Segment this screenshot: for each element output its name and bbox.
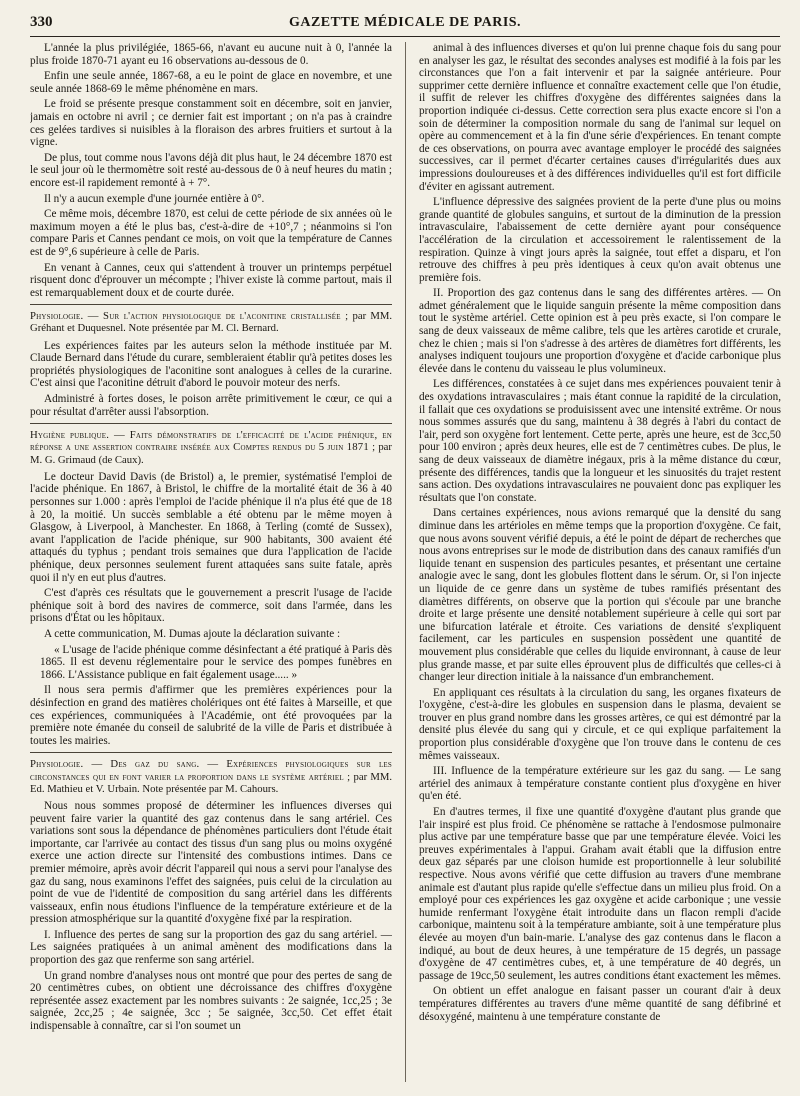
communication-title: Physiologie. — Sur l'action physiologique de l'aconitine cristallisée ; bbox=[30, 310, 349, 323]
paragraph: Il n'y a aucun exemple d'une journée entière à 0°. bbox=[44, 192, 265, 205]
column-divider bbox=[405, 42, 406, 1082]
paragraph: Le docteur David Davis (de Bristol) a, le premier, systématisé l'emploi de l'acide phénique. En 1867, à Bristol, le chiffre de la mortalité était de 36 à 40 personnes sur 1.000 : après l'emploi de l'acide phénique il n'a plus été que de 18 à 20, la moitié. Un succès semblable a été obtenu par le même moyen à Glasgow, à Liverpool, à Manchester. En 1868, à Terling (comté de Sussex), avant l'application de l'acide phénique, sur 900 habitants, 300 avaient été attaqués du typhus ; pendant trois semaines que dura l'application de l'acide phénique, deux personnes seulement furent attaquées sans suite fatale, après quoi il n'y en eut plus d'autres. bbox=[30, 470, 392, 584]
paragraph: Les expériences faites par les auteurs selon la méthode instituée par M. Claude Bernard dans l'étude du curare, sembleraient établir qu'à petites doses les propriétés physiologiques de l'aconitine sont analogues à celles de la curarine. C'est ainsi que l'aconitine détruit d'abord le pouvoir moteur des nerfs. bbox=[30, 339, 392, 390]
paragraph: animal à des influences diverses et qu'on lui prenne chaque fois du sang pour en analyser les gaz, le résultat des secondes analyses est modifié à la fois par les circonstances que l'on a fait intervenir et par la saignée antérieure. Pour supprimer cette dernière influence et connaître exactement celle que l'on étudie, il suffit de relever les chiffres d'oxygène des différentes saignées dans la proportion indiquée ci-dessus. Cette correction sera plus exacte encore si l'on a soin de déterminer la composition normale du sang de l'animal sur lequel on opère au commencement et à la fin d'une série d'expériences. En tenant compte de ces observations, on pourra avec avantage employer le procédé des saignées successives, car il permet d'écarter certaines causes d'irrégularités dues aux impressions douloureuses et à des différences individuelles qu'il est fort difficile d'éviter en agissant autrement. bbox=[419, 42, 781, 193]
left-column bbox=[30, 42, 392, 1092]
paragraph: L'influence dépressive des saignées provient de la perte d'une plus ou moins grande quantité de globules sanguins, et surtout de la diminution de la pression intravasculaire, l'abaissement de cette dernière ayant pour conséquence l'accélération de la circulation et accessoirement le ralentissement de la respiration. Quinze à vingt jours après la saignée, tout effet a disparu, et l'on retrouve des chiffres à peu près identiques à ceux qu'on avait obtenus une première fois. bbox=[419, 196, 781, 284]
communication-authors: par MM. Ed. Mathieu et V. Urbain. Note présentée par M. Cahours. bbox=[30, 770, 392, 795]
page-number: 330 bbox=[30, 14, 53, 30]
paragraph: L'année la plus privilégiée, 1865-66, n'avant eu aucune nuit à 0, l'année la plus froide 1870-71 ayant eu 16 observations au-dessous de 0. bbox=[30, 42, 392, 67]
paragraph: A cette communication, M. Dumas ajoute la déclaration suivante : bbox=[44, 627, 341, 640]
section-separator bbox=[30, 752, 392, 753]
right-column bbox=[419, 42, 781, 1092]
paragraph: Nous nous sommes proposé de déterminer les influences diverses qui peuvent faire varier la quantité des gaz contenus dans le sang artériel. Ces variations sont sous la dépendance de phénomènes particuliers dont l'étude était importante, car l'arrivée au contact des tissus d'un sang plus ou moins oxygéné exerce une action directe sur l'intensité des combustions intimes. Dans ce premier mémoire, après avoir décrit l'appareil qui nous a servi pour l'analyse des gaz du sang, nous examinons l'effet des saignées, puis celui de la circulation au point de vue de l'identité de composition du sang artériel dans les différents vaisseaux, enfin nous étudions l'influence de la température extérieure et de la pression atmosphérique sur la quantité d'oxygène fixé par la respiration. bbox=[30, 799, 392, 926]
communication-heading bbox=[30, 429, 392, 466]
paragraph: Dans certaines expériences, nous avions remarqué que la densité du sang diminue dans les artérioles en même temps que la proportion d'oxygène. Ce fait, que nous avons souvent vérifié depuis, a été le point de départ de recherches que nous avons entreprises sur le mode de distribution dans des canaux ramifiés d'un liquide tenant en suspension des particules pesantes, et présentant une certaine analogie avec le sang, dont les globules flottent dans le sérum. Or, si l'on injecte un liquide de ce genre dans un système de tubes ramifiés présentant des diamètres différents, on observe que la portion qui s'écoule par une branche droite et large présente une densité notablement supérieure à celle qui sort par une bifurcation latérale et étroite. Ces variations de densité s'expliquent facilement, car les particules en suspension possèdent une quantité de mouvement plus considérable que celles du liquide environnant, à cause de leur plus grande masse, et par suite elles éprouvent plus de difficultés que celles-ci à changer leur direction initiale à la naissance d'un embranchement. bbox=[419, 507, 781, 684]
paragraph: On obtient un effet analogue en faisant passer un courant d'air à deux températures différentes au travers d'une même quantité de sang défibriné et désoxygéné, maintenu à une température constante de bbox=[419, 985, 781, 1023]
communication-heading bbox=[30, 310, 392, 334]
paragraph: En d'autres termes, il fixe une quantité d'oxygène d'autant plus grande que l'air inspiré est plus froid. Ce phénomène se rattache à l'endosmose pulmonaire plus active par une température basse que par une température élevée. Voici les preuves expérimentales à l'appui. Graham avait établi que la diffusion entre deux gaz séparés par une cloison humide est proportionnelle à leur solubilité respective. Nous avons vérifié que cette diffusion au travers d'une membrane animale est d'autant plus rapide qu'elle s'effectue dans un milieu plus froid. On a employé pour ces expériences les gaz oxygène et acide carbonique ; une vessie humide renfermant l'oxygène était introduite dans un flacon rempli d'acide carbonique, maintenu soit à la température ambiante, soit à une température plus élevée au moyen d'un bain-marie. L'analyse des gaz contenus dans le flacon a indiqué, au bout de deux heures, à une température de 15 degrés, un passage d'oxygène de 47 centimètres cubes, et, à une température de 40 degrés, un passage de 19cc,50 seulement, les autres conditions étant exactement les mêmes. bbox=[419, 806, 781, 982]
paragraph: Les différences, constatées à ce sujet dans mes expériences pouvaient tenir à des oxydations intravasculaires ; mais étant connue la rapidité de la circulation, il fallait que ces oxydations se produisissent avec une intensité extrême. Or nous nous sommes assurés que du sang, maintenu à 38 degrés à l'abri du contact de l'air, perd son oxygène fort lentement. Cette perte, après une heure, est de 3cc,50 pour 100 environ ; après deux heures, elle est de 7 centimètres cubes. De plus, le sang de deux vaisseaux de diamètre inégaux, pris à la même distance du cœur, présente des différences, tandis que la longueur et les sinuosités du trajet restent sans action. Des oxydations intravasculaires ne pouvaient donc pas expliquer les résultats que l'on constate. bbox=[419, 378, 781, 504]
quotation: « L'usage de l'acide phénique comme désinfectant a été pratiqué à Paris dès 1865. Il est devenu réglementaire pour le service des pompes funèbres en 1866. L'Assistance publique en fait également usage..... » bbox=[40, 643, 392, 681]
paragraph: Administré à fortes doses, le poison arrête primitivement le cœur, ce qui a pour résultat d'arrêter aussi l'absorption. bbox=[30, 393, 392, 418]
journal-title: GAZETTE MÉDICALE DE PARIS. bbox=[288, 15, 522, 30]
communication-authors: par MM. Gréhant et Duquesnel. Note présentée par M. Cl. Bernard. bbox=[30, 310, 392, 335]
section-separator bbox=[30, 423, 392, 424]
communication-title: Physiologie. — Des gaz du sang. — Expériences physiologiques sur les circonstances qui en font varier la proportion dans le système artériel ; bbox=[30, 758, 392, 783]
paragraph: C'est d'après ces résultats que le gouvernement a prescrit l'usage de l'acide phénique soit à bord des navires de commerce, soit dans l'armée, dans les prisons d'État ou les hôpitaux. bbox=[30, 587, 392, 625]
paragraph: Il nous sera permis d'affirmer que les premières expériences pour la désinfection en grand des matières cholériques ont été faites à Marseille, et que ces expériences, communiquées à l'Académie, ont été provoquées par la première note émanée du conseil de salubrité de la ville de Paris et distribuée à toutes les mairies. bbox=[30, 684, 392, 747]
communication-title: Hygiène publique. — Faits démonstratifs de l'efficacité de l'acide phénique, en réponse a une assertion contraire insérée aux Comptes rendus du 5 juin 1871 ; bbox=[30, 429, 392, 454]
paragraph: De plus, tout comme nous l'avons déjà dit plus haut, le 24 décembre 1870 est le seul jour où le thermomètre soit resté au-dessous de 0 à neuf heures du matin ; encore est-il rapidement remonté à + 7°. bbox=[30, 151, 392, 189]
paragraph: Ce même mois, décembre 1870, est celui de cette période de six années où le maximum moyen a été le plus bas, c'est-à-dire de +10°,7 ; néanmoins si l'on compare Paris et Cannes pendant ce mois, on voit que la température de Cannes est de 9°,6 supérieure à celle de Paris. bbox=[30, 208, 392, 258]
paragraph: II. Proportion des gaz contenus dans le sang des différentes artères. — On admet généralement que le liquide sanguin présente la même composition dans tout le système artériel. Cette opinion est à peu près exacte, si l'on compare le sang de deux vaisseaux de même calibre, tels que les artères carotide et crurale, chez le chien ; mais si l'on s'adresse à des artères de diamètres fort différents, les analyses indiquent toujours une proportion d'oxygène et d'acide carbonique plus élevée dans le contenu du vaisseau le plus volumineux. bbox=[419, 287, 781, 375]
paragraph: III. Influence de la température extérieure sur les gaz du sang. — Le sang artériel des animaux à température constante contient plus d'oxygène en hiver qu'en été. bbox=[419, 765, 781, 803]
paragraph: Un grand nombre d'analyses nous ont montré que pour des pertes de sang de 20 centimètres cubes, on obtient une décroissance des chiffres d'oxygène représentée assez exactement par les nombres suivants : 2e saignée, 1cc,25 ; 3e saignée, 2cc,25 ; 4e saignée, 3cc ; 5e saignée, 3cc,50. Cet effet était indispensable à connaître, car si l'on soumet un bbox=[30, 969, 392, 1033]
paragraph: Enfin une seule année, 1867-68, a eu le point de glace en novembre, et une seule année 1868-69 le même phénomène en mars. bbox=[30, 70, 392, 95]
communication-heading bbox=[30, 758, 392, 795]
paragraph: En venant à Cannes, ceux qui s'attendent à trouver un printemps perpétuel risquent donc d'éprouver un mécompte ; l'hiver existe là comme partout, mais il est remarquablement doux et de courte durée. bbox=[30, 261, 392, 299]
paragraph: En appliquant ces résultats à la circulation du sang, les organes fixateurs de l'oxygène, c'est-à-dire les globules en suspension dans le plasma, devaient se trouver en plus grand nombre dans les grosses artères, ce qui est démontré par la densité plus élevée du sang qui y circule, et ce qui explique parfaitement la proportion plus considérable d'oxygène que l'on trouve dans le contenu de ces mêmes vaisseaux. bbox=[419, 686, 781, 762]
communication-authors: par M. G. Grimaud (de Caux). bbox=[30, 441, 392, 466]
section-separator bbox=[30, 304, 392, 305]
paragraph: Le froid se présente presque constamment soit en décembre, soit en janvier, jamais en octobre ni avril ; ce dernier fait est important ; on n'a pas à craindre ces gelées tardives si nuisibles à la floraison des arbres fruitiers et surtout à la vigne. bbox=[30, 98, 392, 149]
page-header bbox=[30, 14, 780, 37]
paragraph: I. Influence des pertes de sang sur la proportion des gaz du sang artériel. — Les saignées pratiquées à un animal amènent des modifications dans la proportion des gaz que renferme son sang artériel. bbox=[30, 928, 392, 967]
